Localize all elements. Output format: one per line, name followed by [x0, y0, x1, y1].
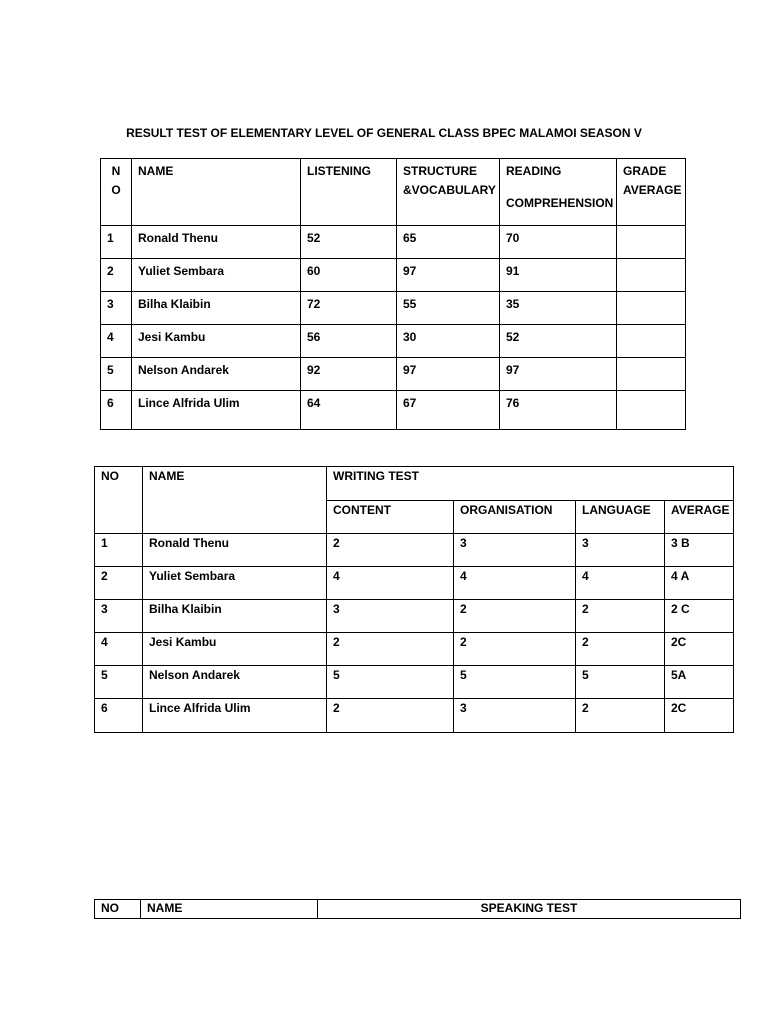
cell-listening: 64: [301, 391, 397, 430]
cell-name: Bilha Klaibin: [132, 292, 301, 325]
table-row: [101, 358, 686, 391]
cell-organisation: 3: [454, 699, 576, 733]
table-row: [95, 699, 734, 733]
cell-grade: [617, 391, 686, 430]
cell-average: 2C: [665, 699, 734, 733]
table-row: [101, 325, 686, 358]
table-row: [95, 600, 734, 633]
cell-language: 5: [576, 666, 665, 699]
cell-reading: 52: [500, 325, 617, 358]
cell-organisation: 3: [454, 534, 576, 567]
cell-average: 4 A: [665, 567, 734, 600]
cell-reading: 91: [500, 259, 617, 292]
cell-organisation: 2: [454, 633, 576, 666]
cell-organisation: 5: [454, 666, 576, 699]
table-row: [101, 226, 686, 259]
cell-no: 2: [101, 259, 132, 292]
cell-listening: 60: [301, 259, 397, 292]
cell-average: 3 B: [665, 534, 734, 567]
cell-average: 2C: [665, 633, 734, 666]
cell-organisation: 2: [454, 600, 576, 633]
cell-content: 4: [327, 567, 454, 600]
cell-structure: 65: [397, 226, 500, 259]
cell-structure: 97: [397, 358, 500, 391]
table-row: [95, 534, 734, 567]
cell-grade: [617, 259, 686, 292]
cell-no: 3: [95, 600, 143, 633]
cell-name: Nelson Andarek: [132, 358, 301, 391]
cell-name: Bilha Klaibin: [143, 600, 327, 633]
cell-structure: 55: [397, 292, 500, 325]
header-grade-average: GRADE AVERAGE: [617, 159, 686, 226]
table-row: [95, 567, 734, 600]
table-header-row: [95, 900, 741, 919]
cell-no: 5: [95, 666, 143, 699]
header-organisation: ORGANISATION: [454, 501, 576, 534]
header-language: LANGUAGE: [576, 501, 665, 534]
header-speaking-test: SPEAKING TEST: [318, 900, 741, 919]
header-no: NO: [95, 900, 141, 919]
cell-listening: 52: [301, 226, 397, 259]
cell-grade: [617, 226, 686, 259]
cell-average: 2 C: [665, 600, 734, 633]
cell-grade: [617, 358, 686, 391]
cell-structure: 97: [397, 259, 500, 292]
cell-language: 4: [576, 567, 665, 600]
table-row: [101, 292, 686, 325]
cell-no: 6: [101, 391, 132, 430]
cell-content: 2: [327, 699, 454, 733]
table-row: [101, 391, 686, 430]
cell-structure: 67: [397, 391, 500, 430]
table-row: [101, 259, 686, 292]
header-name: NAME: [143, 467, 327, 534]
cell-name: Jesi Kambu: [132, 325, 301, 358]
table-header-row: [95, 467, 734, 501]
cell-grade: [617, 292, 686, 325]
cell-reading: 97: [500, 358, 617, 391]
cell-reading: 76: [500, 391, 617, 430]
cell-language: 3: [576, 534, 665, 567]
cell-reading: 70: [500, 226, 617, 259]
cell-grade: [617, 325, 686, 358]
cell-no: 4: [95, 633, 143, 666]
cell-name: Nelson Andarek: [143, 666, 327, 699]
header-name: NAME: [141, 900, 318, 919]
cell-content: 3: [327, 600, 454, 633]
header-content: CONTENT: [327, 501, 454, 534]
cell-no: 1: [95, 534, 143, 567]
header-average: AVERAGE: [665, 501, 734, 534]
table-row: [95, 666, 734, 699]
header-reading-comprehension: READING COMPREHENSION: [500, 159, 617, 226]
header-no: N O: [101, 159, 132, 226]
cell-listening: 92: [301, 358, 397, 391]
reading-results-table: [100, 158, 686, 430]
document-title: RESULT TEST OF ELEMENTARY LEVEL OF GENERAL CLASS BPEC MALAMOI SEASON V: [126, 126, 642, 140]
cell-content: 2: [327, 534, 454, 567]
cell-content: 5: [327, 666, 454, 699]
cell-name: Ronald Thenu: [143, 534, 327, 567]
cell-name: Lince Alfrida Ulim: [143, 699, 327, 733]
header-no: NO: [95, 467, 143, 534]
cell-structure: 30: [397, 325, 500, 358]
header-name: NAME: [132, 159, 301, 226]
header-listening: LISTENING: [301, 159, 397, 226]
cell-name: Ronald Thenu: [132, 226, 301, 259]
cell-no: 3: [101, 292, 132, 325]
cell-content: 2: [327, 633, 454, 666]
cell-name: Yuliet Sembara: [143, 567, 327, 600]
cell-name: Yuliet Sembara: [132, 259, 301, 292]
cell-no: 4: [101, 325, 132, 358]
header-structure-vocabulary: STRUCTURE &VOCABULARY: [397, 159, 500, 226]
cell-language: 2: [576, 600, 665, 633]
speaking-test-table: [94, 899, 741, 919]
cell-listening: 56: [301, 325, 397, 358]
cell-name: Lince Alfrida Ulim: [132, 391, 301, 430]
cell-no: 1: [101, 226, 132, 259]
cell-reading: 35: [500, 292, 617, 325]
cell-name: Jesi Kambu: [143, 633, 327, 666]
cell-no: 5: [101, 358, 132, 391]
cell-language: 2: [576, 699, 665, 733]
cell-no: 6: [95, 699, 143, 733]
table-header-row: [101, 159, 686, 226]
cell-no: 2: [95, 567, 143, 600]
header-writing-test: WRITING TEST: [327, 467, 734, 501]
cell-organisation: 4: [454, 567, 576, 600]
table-row: [95, 633, 734, 666]
cell-language: 2: [576, 633, 665, 666]
cell-average: 5A: [665, 666, 734, 699]
cell-listening: 72: [301, 292, 397, 325]
writing-test-table: [94, 466, 734, 733]
